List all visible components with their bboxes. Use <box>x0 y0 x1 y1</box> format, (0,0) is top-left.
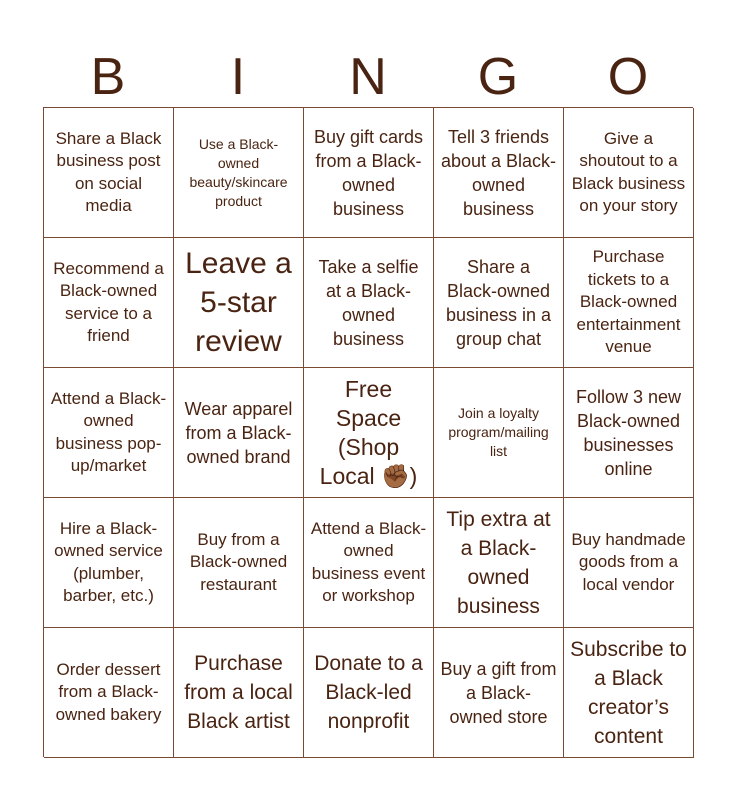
bingo-cell[interactable] <box>174 368 304 498</box>
bingo-cell[interactable] <box>174 498 304 628</box>
cell-text: Join a loyalty program/mailing list <box>448 405 549 459</box>
bingo-header <box>43 44 693 106</box>
cell-text: Attend a Black-owned business event or workshop <box>310 518 427 605</box>
bingo-cell[interactable] <box>44 498 174 628</box>
bingo-cell[interactable] <box>174 628 304 758</box>
bingo-cell[interactable] <box>304 238 434 368</box>
cell-text: Buy handmade goods from a local vendor <box>571 529 686 594</box>
bingo-cell[interactable] <box>434 498 564 628</box>
cell-text: Free Space (Shop Local ✊🏾) <box>319 375 418 489</box>
cell-text: Hire a Black-owned service (plumber, barber, etc.) <box>54 518 163 605</box>
bingo-cell[interactable] <box>564 368 694 498</box>
header-letter-b: B <box>90 48 126 106</box>
cell-text: Leave a 5-star review <box>185 247 292 358</box>
cell-text: Subscribe to a Black creator’s content <box>570 637 687 748</box>
cell-text: Donate to a Black-led nonprofit <box>314 652 423 733</box>
bingo-cell[interactable] <box>174 238 304 368</box>
cell-text: Purchase from a local Black artist <box>184 652 293 733</box>
bingo-cell[interactable] <box>564 498 694 628</box>
cell-text: Buy from a Black-owned restaurant <box>189 529 288 594</box>
cell-text: Recommend a Black-owned service to a friend <box>53 258 164 345</box>
bingo-cell[interactable] <box>434 628 564 758</box>
bingo-cell[interactable] <box>564 238 694 368</box>
cell-text: Share a Black-owned business in a group chat <box>445 256 552 349</box>
header-letter-o: O <box>607 48 649 106</box>
cell-text: Take a selfie at a Black-owned business <box>318 256 419 349</box>
bingo-cell[interactable] <box>434 238 564 368</box>
header-letter-i: I <box>230 48 246 106</box>
bingo-cell[interactable] <box>564 108 694 238</box>
bingo-cell[interactable] <box>304 108 434 238</box>
bingo-cell[interactable] <box>174 108 304 238</box>
cell-text: Share a Black business post on social media <box>55 128 162 215</box>
cell-text: Give a shoutout to a Black business on your story <box>571 128 686 215</box>
cell-text: Tip extra at a Black-owned business <box>446 507 551 618</box>
bingo-cell[interactable] <box>304 628 434 758</box>
cell-text: Use a Black-owned beauty/skincare product <box>189 135 288 209</box>
cell-text: Follow 3 new Black-owned businesses online <box>575 386 682 479</box>
cell-text: Buy gift cards from a Black-owned business <box>313 126 424 219</box>
bingo-board <box>43 107 693 757</box>
cell-text: Tell 3 friends about a Black-owned business <box>440 126 557 219</box>
header-letter-n: N <box>349 48 387 106</box>
bingo-cell[interactable] <box>434 108 564 238</box>
bingo-cell[interactable] <box>304 498 434 628</box>
cell-text: Attend a Black-owned business pop-up/market <box>50 388 167 475</box>
free-space-cell[interactable] <box>304 368 434 498</box>
bingo-cell[interactable] <box>434 368 564 498</box>
cell-text: Order dessert from a Black-owned bakery <box>55 659 162 724</box>
bingo-cell[interactable] <box>44 108 174 238</box>
header-letter-g: G <box>477 48 519 106</box>
cell-text: Buy a gift from a Black-owned store <box>440 658 557 727</box>
cell-text: Wear apparel from a Black-owned brand <box>184 398 293 467</box>
bingo-cell[interactable] <box>44 628 174 758</box>
bingo-cell[interactable] <box>44 238 174 368</box>
cell-text: Purchase tickets to a Black-owned entertainment venue <box>576 247 681 357</box>
bingo-cell[interactable] <box>44 368 174 498</box>
bingo-cell[interactable] <box>564 628 694 758</box>
